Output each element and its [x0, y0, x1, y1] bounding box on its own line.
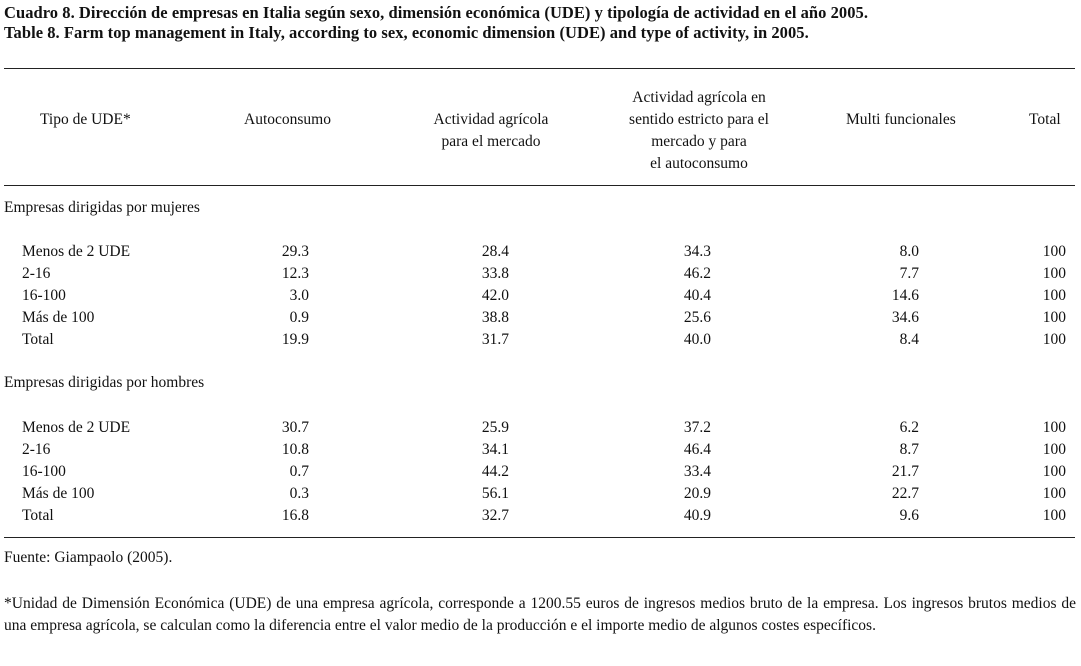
table-row [0, 241, 1081, 263]
header-actividad-mercado [418, 109, 564, 153]
cell-mercado: 28.4 [481, 243, 509, 260]
cell-multifuncionales: 9.6 [899, 507, 919, 524]
cell-mixta: 37.2 [683, 419, 711, 436]
cell-total: 100 [1042, 287, 1066, 304]
table-row [0, 285, 1081, 307]
row-label: Total [22, 331, 54, 348]
section-title-men: Empresas dirigidas por hombres [4, 374, 205, 391]
cell-multifuncionales: 7.7 [899, 265, 919, 282]
row-label: Más de 100 [22, 309, 95, 326]
header-line: Actividad agrícola en [632, 89, 766, 106]
table-row [0, 417, 1081, 439]
table-footnote: *Unidad de Dimensión Económica (UDE) de una empresa agrícola, corresponde a 1200.55 euros de ingresos medios bruto de la empresa. Los ingresos brutos medios de una empresa agrícola, se calculan como la diferencia entre el valor medio de la producción e el importe medio de algunos costes específicos. [4, 595, 1076, 634]
header-line: Actividad agrícola [433, 111, 549, 128]
cell-mercado: 34.1 [481, 441, 509, 458]
cell-mercado: 38.8 [481, 309, 509, 326]
cell-multifuncionales: 22.7 [891, 485, 919, 502]
cell-total: 100 [1042, 265, 1066, 282]
cell-total: 100 [1042, 441, 1066, 458]
cell-autoconsumo: 12.3 [281, 265, 309, 282]
cell-autoconsumo: 0.3 [289, 485, 309, 502]
row-label: Más de 100 [22, 485, 95, 502]
cell-total: 100 [1042, 485, 1066, 502]
header-line: Autoconsumo [244, 111, 331, 128]
row-label: Menos de 2 UDE [22, 419, 131, 436]
cell-mixta: 40.0 [683, 331, 711, 348]
row-label: Total [22, 507, 54, 524]
cell-total: 100 [1042, 243, 1066, 260]
cell-autoconsumo: 10.8 [281, 441, 309, 458]
table-top-rule [4, 68, 1075, 69]
table-row [0, 263, 1081, 285]
cell-total: 100 [1042, 309, 1066, 326]
table-title-spanish: Cuadro 8. Dirección de empresas en Italia según sexo, dimensión económica (UDE) y tipología de actividad en el año 2005. [4, 3, 868, 22]
cell-mixta: 20.9 [683, 485, 711, 502]
cell-multifuncionales: 8.7 [899, 441, 919, 458]
table-row [0, 439, 1081, 461]
cell-multifuncionales: 8.0 [899, 243, 919, 260]
cell-total: 100 [1042, 507, 1066, 524]
header-tipo-ude [40, 109, 131, 131]
cell-autoconsumo: 19.9 [281, 331, 309, 348]
cell-mixta: 40.4 [683, 287, 711, 304]
cell-multifuncionales: 34.6 [891, 309, 919, 326]
header-autoconsumo [244, 109, 331, 131]
cell-total: 100 [1042, 331, 1066, 348]
cell-total: 100 [1042, 419, 1066, 436]
cell-mixta: 33.4 [683, 463, 711, 480]
cell-multifuncionales: 14.6 [891, 287, 919, 304]
table-title-english: Table 8. Farm top management in Italy, according to sex, economic dimension (UDE) and type of activity, in 2005. [4, 23, 809, 42]
cell-mixta: 25.6 [683, 309, 711, 326]
cell-mercado: 42.0 [481, 287, 509, 304]
header-line: sentido estricto para el [629, 111, 769, 128]
cell-autoconsumo: 16.8 [281, 507, 309, 524]
table-source: Fuente: Giampaolo (2005). [4, 549, 173, 566]
cell-mercado: 44.2 [481, 463, 509, 480]
cell-multifuncionales: 6.2 [899, 419, 919, 436]
table-row [0, 483, 1081, 505]
cell-autoconsumo: 0.9 [289, 309, 309, 326]
cell-autoconsumo: 29.3 [281, 243, 309, 260]
cell-mercado: 31.7 [481, 331, 509, 348]
header-line: para el mercado [441, 133, 541, 150]
header-bottom-rule [4, 185, 1075, 186]
table-row [0, 307, 1081, 329]
row-label: 16-100 [22, 463, 66, 480]
row-label: 16-100 [22, 287, 66, 304]
table-row [0, 505, 1081, 527]
cell-mercado: 25.9 [481, 419, 509, 436]
table-row [0, 461, 1081, 483]
cell-multifuncionales: 8.4 [899, 331, 919, 348]
cell-autoconsumo: 30.7 [281, 419, 309, 436]
cell-multifuncionales: 21.7 [891, 463, 919, 480]
header-actividad-mixta [608, 87, 790, 175]
section-title-women: Empresas dirigidas por mujeres [4, 199, 200, 216]
table-bottom-rule [4, 537, 1075, 538]
cell-mercado: 33.8 [481, 265, 509, 282]
row-label: 2-16 [22, 441, 51, 458]
header-multi-funcionales [846, 109, 956, 131]
cell-mixta: 46.4 [683, 441, 711, 458]
header-line: mercado y para [651, 133, 747, 150]
header-line: Multi funcionales [846, 111, 956, 128]
row-label: 2-16 [22, 265, 51, 282]
header-total [1029, 109, 1061, 131]
cell-autoconsumo: 0.7 [289, 463, 309, 480]
header-line: Tipo de UDE* [40, 111, 131, 128]
cell-autoconsumo: 3.0 [289, 287, 309, 304]
cell-mixta: 40.9 [683, 507, 711, 524]
cell-total: 100 [1042, 463, 1066, 480]
cell-mixta: 46.2 [683, 265, 711, 282]
table-row [0, 329, 1081, 351]
header-line: el autoconsumo [650, 155, 748, 172]
cell-mixta: 34.3 [683, 243, 711, 260]
cell-mercado: 32.7 [481, 507, 509, 524]
header-line: Total [1029, 111, 1061, 128]
cell-mercado: 56.1 [481, 485, 509, 502]
row-label: Menos de 2 UDE [22, 243, 131, 260]
